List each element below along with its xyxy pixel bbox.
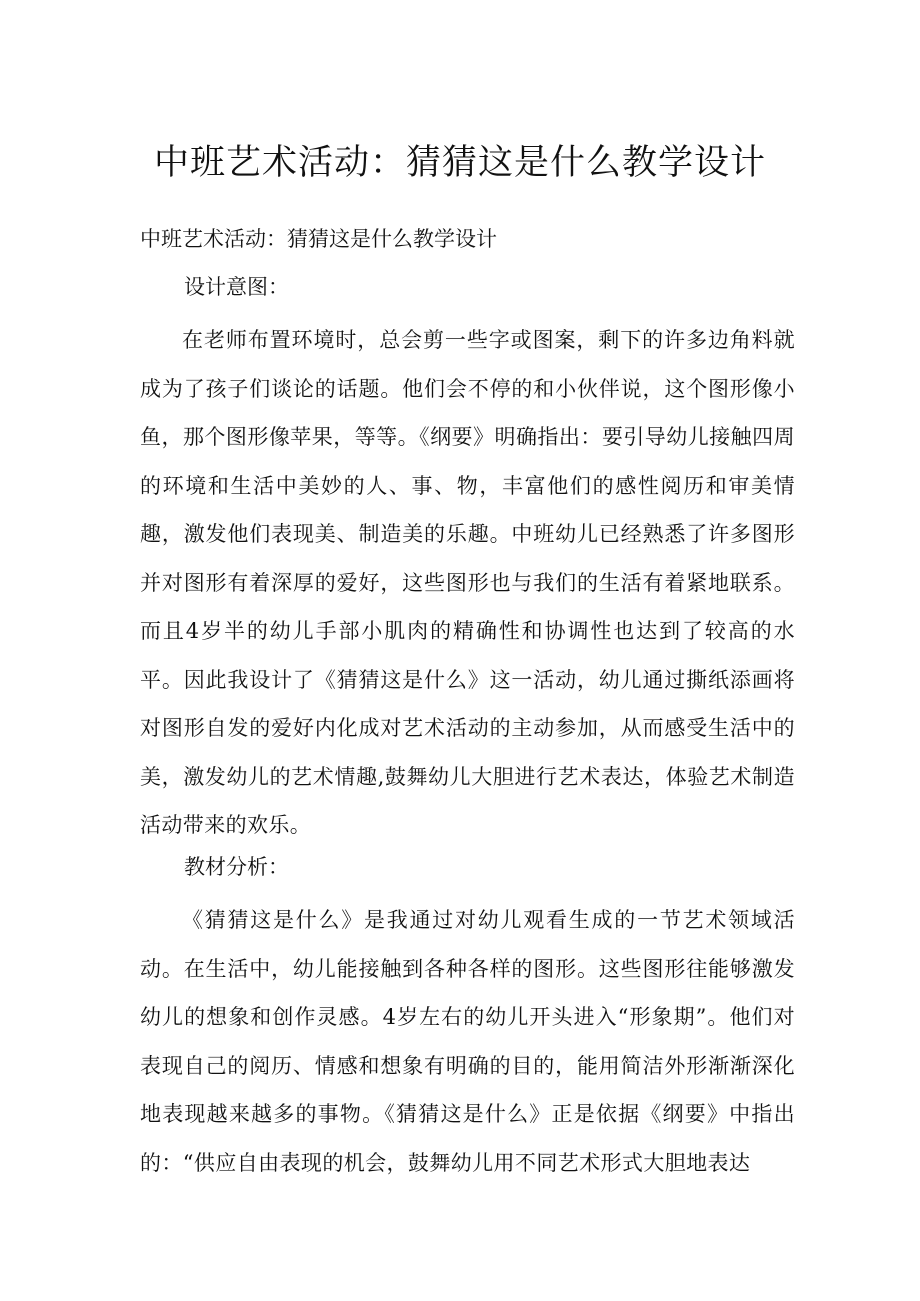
document-subtitle: 中班艺术活动：猜猜这是什么教学设计 [140, 227, 497, 251]
section-heading-material-analysis: 教材分析： [184, 855, 289, 879]
section-paragraph-design-intent: 在老师布置环境时，总会剪一些字或图案，剩下的许多边角料就成为了孩子们谈论的话题。他们会不停的和小伙伴说，这个图形像小鱼，那个图形像苹果，等等。《纲要》明确指出：要引导幼儿接触四周的环境和生活中美妙的人、事、物，丰富他们的感性阅历和审美情趣，激发他们表现美、制造美的乐趣。中班幼儿已经熟悉了许多图形并对图形有着深厚的爱好，这些图形也与我们的生活有着紧地联系。而且4岁半的幼儿手部小肌肉的精确性和协调性也达到了较高的水平。因此我设计了《猜猜这是什么》这一活动，幼儿通过撕纸添画将对图形自发的爱好内化成对艺术活动的主动参加，从而感受生活中的美，激发幼儿的艺术情趣,鼓舞幼儿大胆进行艺术表达，体验艺术制造活动带来的欢乐。 [140, 328, 795, 837]
document-title: 中班艺术活动：猜猜这是什么教学设计 [153, 143, 766, 183]
section-paragraph-material-analysis: 《猜猜这是什么》是我通过对幼儿观看生成的一节艺术领域活动。在生活中，幼儿能接触到各种各样的图形。这些图形往能够激发幼儿的想象和创作灵感。4岁左右的幼儿开头进入“形象期”。他们对表现自己的阅历、情感和想象有明确的目的，能用简洁外形渐渐深化地表现越来越多的事物。《猜猜这是什么》正是依据《纲要》中指出的：“供应自由表现的机会，鼓舞幼儿用不同艺术形式大胆地表达 [140, 908, 795, 1175]
section-heading-design-intent: 设计意图： [184, 275, 289, 299]
